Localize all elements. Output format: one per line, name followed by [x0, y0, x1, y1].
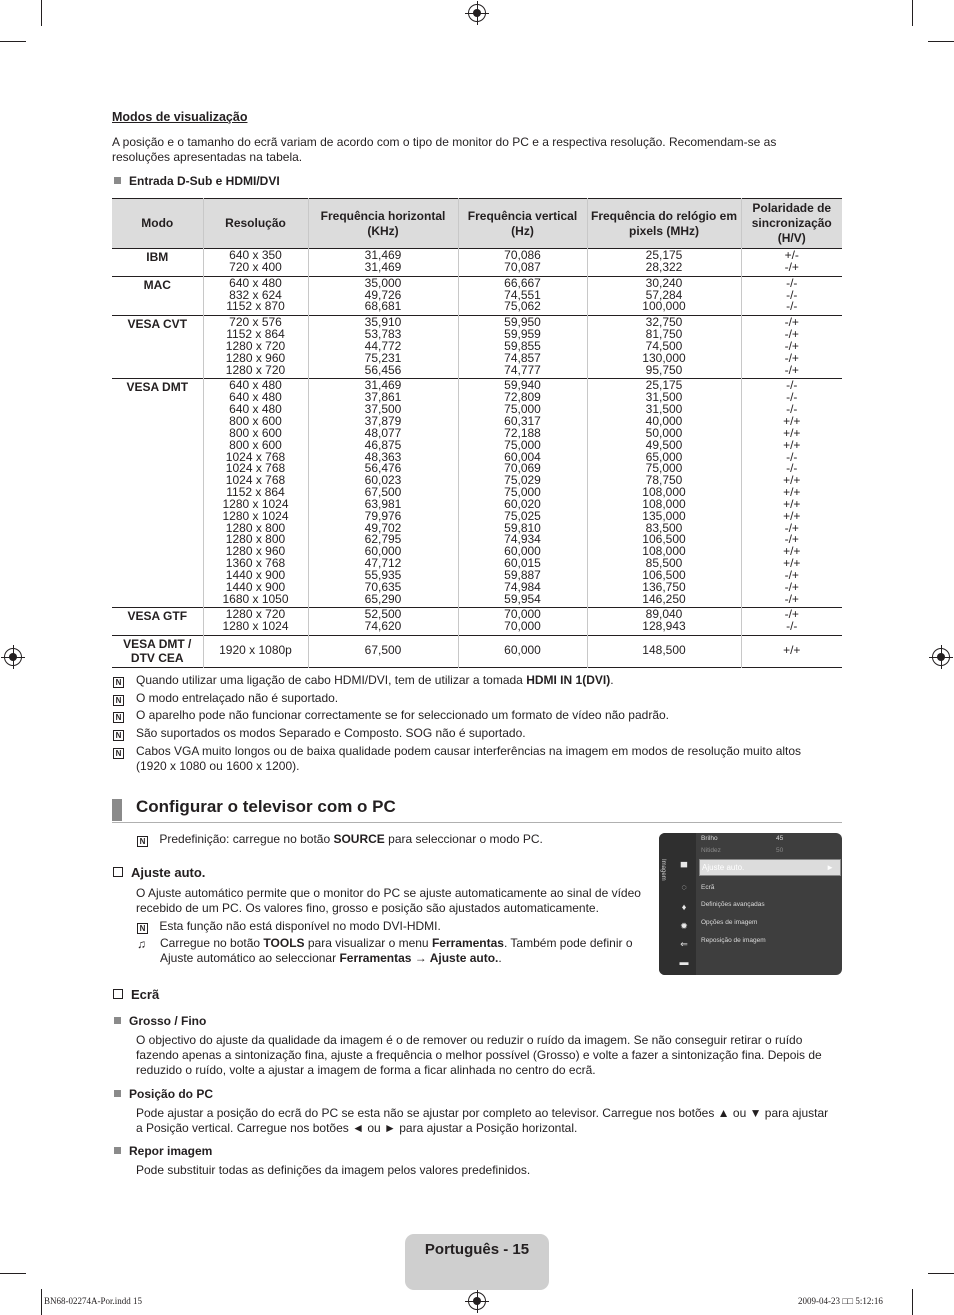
- cell-value: -/+: [784, 532, 799, 547]
- cell-value: 67,500: [364, 643, 402, 658]
- cell-value: +/+: [783, 413, 801, 428]
- osd-value-brilho: 45: [776, 835, 784, 842]
- note-icon: N: [137, 836, 148, 847]
- cell-value: 60,023: [364, 473, 402, 488]
- cell-value: 70,069: [504, 461, 541, 476]
- h-freq-cell: [308, 608, 458, 636]
- cell-value: 47,712: [364, 556, 402, 571]
- v-freq-cell: [458, 608, 587, 636]
- cell-value: +/+: [783, 544, 801, 559]
- osd-side-label: Imagem: [660, 859, 666, 881]
- osd-item: Definições avançadas: [701, 901, 765, 908]
- cell-value: -/-: [786, 619, 798, 634]
- cell-value: 1280 x 720: [225, 338, 286, 353]
- cell-value: 65,290: [364, 591, 402, 606]
- cell-value: +/+: [783, 496, 801, 511]
- cell-value: 74,500: [645, 338, 683, 353]
- tools-tip: ♫ Carregue no botão TOOLS para visualizar o menu Ferramentas. Também pode definir o Ajuste automático ao seleccionar Ferramentas → Ajuste auto..: [137, 936, 633, 965]
- footer-date: 2009-04-23 □□ 5:12:16: [798, 1296, 883, 1306]
- cell-value: 49,702: [364, 520, 402, 535]
- cell-value: 1280 x 1024: [222, 619, 289, 634]
- cell-value: -/-: [786, 402, 798, 417]
- cell-value: 56,456: [364, 362, 402, 377]
- pixel-clock-cell: [587, 379, 741, 608]
- note-icon: N: [113, 712, 124, 723]
- cell-value: -/-: [786, 287, 798, 302]
- cell-value: 1920 x 1080p: [219, 643, 292, 658]
- grosso-title: Grosso / Fino: [114, 1014, 206, 1028]
- crop-mark: [41, 1289, 42, 1315]
- cell-value: 74,934: [504, 532, 541, 547]
- square-bullet-icon: [114, 1147, 121, 1154]
- cell-value: 1152 x 870: [226, 299, 285, 314]
- note-icon: N: [113, 748, 124, 759]
- crop-mark: [928, 1273, 954, 1274]
- cell-value: 75,025: [504, 508, 541, 523]
- h-freq-cell: [308, 379, 458, 608]
- cell-value: 640 x 480: [229, 402, 282, 417]
- picture-icon: ▀: [680, 862, 688, 872]
- cell-value: 75,000: [504, 485, 541, 500]
- polarity-cell: [741, 379, 842, 608]
- cell-value: -/-: [786, 449, 798, 464]
- cell-value: 60,317: [504, 413, 541, 428]
- cell-value: 37,500: [364, 402, 402, 417]
- note-item: N São suportados os modos Separado e Composto. SOG não é suportado.: [113, 726, 124, 741]
- cell-value: 67,500: [364, 485, 402, 500]
- cell-value: 37,879: [364, 413, 402, 428]
- footer-file: BN68-02274A-Por.indd 15: [44, 1296, 143, 1306]
- cell-value: 1024 x 768: [225, 449, 286, 464]
- registration-mark-icon: [468, 4, 486, 22]
- intro-line: resoluções apresentadas na tabela.: [112, 150, 303, 164]
- repor-title: Repor imagem: [114, 1144, 212, 1158]
- cell-value: 74,551: [504, 287, 541, 302]
- cell-value: +/+: [783, 643, 801, 658]
- cell-value: 60,020: [504, 496, 541, 511]
- registration-mark-icon: [468, 1292, 486, 1310]
- v-freq-cell: [458, 316, 587, 379]
- cell-value: 74,984: [504, 579, 541, 594]
- cell-value: 1280 x 720: [225, 607, 286, 622]
- cell-value: 53,783: [364, 327, 402, 342]
- cell-value: 1280 x 960: [225, 544, 286, 559]
- cell-value: 70,087: [504, 259, 541, 274]
- cell-value: 46,875: [364, 437, 402, 452]
- osd-menu-screenshot: [659, 833, 842, 975]
- resolution-cell: [203, 608, 308, 636]
- cell-value: 106,500: [642, 567, 686, 582]
- cell-value: -/+: [784, 591, 799, 606]
- polarity-cell: [741, 608, 842, 636]
- cell-value: 70,000: [504, 607, 541, 622]
- table-row: [112, 276, 842, 316]
- table-row: [112, 636, 842, 668]
- note-item: N O modo entrelaçado não é suportado.: [113, 691, 124, 706]
- cell-value: 44,772: [364, 338, 402, 353]
- cell-value: +/+: [783, 425, 801, 440]
- cell-value: -/+: [784, 327, 799, 342]
- cell-value: 62,795: [364, 532, 402, 547]
- cell-value: 1024 x 768: [225, 461, 286, 476]
- cell-value: 75,231: [364, 350, 402, 365]
- cell-value: +/+: [783, 485, 801, 500]
- cell-value: 640 x 350: [229, 248, 282, 262]
- square-bullet-icon: [114, 1017, 121, 1024]
- cell-value: 800 x 600: [229, 413, 282, 428]
- crop-mark: [912, 0, 913, 26]
- cell-value: -/+: [784, 520, 799, 535]
- input-label: Entrada D-Sub e HDMI/DVI: [114, 174, 280, 188]
- cell-value: -/+: [784, 579, 799, 594]
- cell-value: 146,250: [642, 591, 686, 606]
- cell-value: -/+: [784, 567, 799, 582]
- cell-value: 1280 x 800: [225, 520, 286, 535]
- cell-value: +/+: [783, 473, 801, 488]
- channel-icon: ♦: [681, 902, 687, 912]
- cell-value: 59,887: [504, 567, 541, 582]
- cell-value: 25,175: [645, 378, 683, 393]
- cell-value: 31,500: [645, 402, 683, 417]
- cell-value: 32,750: [645, 315, 683, 330]
- cell-value: 640 x 480: [229, 378, 282, 393]
- osd-item: Ecrã: [701, 884, 715, 891]
- cell-value: 74,777: [504, 362, 541, 377]
- table-header-row: [112, 199, 842, 249]
- cell-value: 59,855: [504, 338, 541, 353]
- resolution-cell: [203, 276, 308, 316]
- cell-value: 68,681: [364, 299, 402, 314]
- cell-value: 66,667: [504, 275, 541, 290]
- h-freq-cell: [308, 276, 458, 316]
- cell-value: 79,976: [364, 508, 402, 523]
- mode-cell: VESA GTF: [112, 608, 203, 636]
- cell-value: 95,750: [645, 362, 683, 377]
- resolution-cell: [203, 316, 308, 379]
- cell-value: 57,284: [645, 287, 683, 302]
- mode-cell: VESA DMT: [112, 379, 203, 608]
- cell-value: 31,469: [364, 378, 402, 393]
- square-bullet-icon: [114, 1090, 121, 1097]
- cell-value: 89,040: [645, 607, 683, 622]
- cell-value: -/-: [786, 390, 798, 405]
- cell-value: 48,363: [364, 449, 402, 464]
- page-number-box: [405, 1234, 549, 1290]
- cell-value: 49,500: [645, 437, 683, 452]
- checkbox-bullet-icon: [113, 989, 123, 999]
- intro-line: A posição e o tamanho do ecrã variam de acordo com o tipo de monitor do PC e a respectiva resolução. Recomendam-se as: [112, 135, 777, 149]
- cell-value: 130,000: [642, 350, 686, 365]
- cell-value: 25,175: [645, 248, 683, 262]
- cell-value: -/+: [784, 315, 799, 330]
- cell-value: -/+: [784, 338, 799, 353]
- cell-value: -/+: [784, 607, 799, 622]
- cell-value: 640 x 480: [229, 390, 282, 405]
- input-icon: ⇐: [680, 939, 688, 949]
- cell-value: +/+: [783, 437, 801, 452]
- cell-value: 1152 x 864: [226, 327, 285, 342]
- column-header: Frequência vertical (Hz): [458, 199, 587, 249]
- v-freq-cell: [458, 379, 587, 608]
- cell-value: -/-: [786, 461, 798, 476]
- cell-value: +/-: [784, 248, 799, 262]
- polarity-cell: [741, 636, 842, 668]
- h-freq-cell: [308, 316, 458, 379]
- cell-value: 75,062: [504, 299, 541, 314]
- column-header: Resolução: [203, 199, 308, 249]
- cell-value: 75,000: [504, 402, 541, 417]
- pixel-clock-cell: [587, 608, 741, 636]
- note-icon: N: [113, 695, 124, 706]
- osd-item: Opções de imagem: [701, 919, 758, 926]
- cell-value: 72,809: [504, 390, 541, 405]
- cell-value: 1280 x 1024: [222, 508, 289, 523]
- mode-cell: MAC: [112, 276, 203, 316]
- h-freq-cell: [308, 249, 458, 277]
- cell-value: 59,940: [504, 378, 541, 393]
- cell-value: 59,810: [504, 520, 541, 535]
- cell-value: -/-: [786, 299, 798, 314]
- cell-value: 56,476: [364, 461, 402, 476]
- mode-cell: VESA DMT / DTV CEA: [112, 636, 203, 668]
- intro-paragraph: [112, 135, 852, 165]
- cell-value: 28,322: [645, 259, 683, 274]
- cell-value: 31,469: [364, 248, 402, 262]
- cell-value: 720 x 400: [229, 259, 282, 274]
- section-title-pc-setup: Configurar o televisor com o PC: [136, 797, 396, 816]
- cell-value: 1024 x 768: [225, 473, 286, 488]
- table-row: [112, 379, 842, 608]
- cell-value: 100,000: [642, 299, 686, 314]
- table-row: [112, 608, 842, 636]
- cell-value: 60,015: [504, 556, 541, 571]
- crop-mark: [928, 41, 954, 42]
- cell-value: 63,981: [364, 496, 402, 511]
- note-icon: N: [113, 730, 124, 741]
- checkbox-bullet-icon: [113, 867, 123, 877]
- polarity-cell: [741, 249, 842, 277]
- ajuste-note: N Esta função não está disponível no modo DVI-HDMI.: [137, 919, 441, 934]
- cell-value: -/+: [784, 259, 799, 274]
- cell-value: 49,726: [364, 287, 402, 302]
- note-item: N Quando utilizar uma ligação de cabo HDMI/DVI, tem de utilizar a tomada HDMI IN 1(DVI).: [113, 673, 124, 688]
- divider: [112, 822, 842, 823]
- subheading-ecra: Ecrã: [113, 987, 159, 1002]
- cell-value: 35,910: [364, 315, 402, 330]
- posicao-title: Posição do PC: [114, 1087, 213, 1101]
- resolution-cell: [203, 636, 308, 668]
- cell-value: 136,750: [642, 579, 686, 594]
- note-icon: N: [113, 677, 124, 688]
- cell-value: 78,750: [645, 473, 683, 488]
- cell-value: -/+: [784, 350, 799, 365]
- cell-value: 72,188: [504, 425, 541, 440]
- mode-cell: VESA CVT: [112, 316, 203, 379]
- support-icon: ▬: [679, 957, 689, 967]
- osd-item-nitidez: Nitidez: [701, 847, 721, 854]
- cell-value: 85,500: [645, 556, 683, 571]
- cell-value: 1280 x 1024: [222, 496, 289, 511]
- cell-value: 48,077: [364, 425, 402, 440]
- subheading-ajuste: Ajuste auto.: [113, 865, 205, 880]
- cell-value: 30,240: [645, 275, 683, 290]
- cell-value: -/+: [784, 362, 799, 377]
- repor-paragraph: Pode substituir todas as definições da imagem pelos valores predefinidos.: [136, 1163, 531, 1177]
- column-header: Modo: [112, 199, 203, 249]
- cell-value: 1360 x 768: [225, 556, 286, 571]
- cell-value: 50,000: [645, 425, 683, 440]
- cell-value: 74,857: [504, 350, 541, 365]
- cell-value: 59,954: [504, 591, 541, 606]
- cell-value: 135,000: [642, 508, 686, 523]
- pixel-clock-cell: [587, 316, 741, 379]
- cell-value: 52,500: [364, 607, 402, 622]
- cell-value: 70,000: [504, 619, 541, 634]
- cell-value: 70,086: [504, 248, 541, 262]
- tools-icon: ♫: [137, 937, 146, 951]
- crop-mark: [41, 0, 42, 26]
- cell-value: 60,000: [364, 544, 402, 559]
- crop-mark: [0, 41, 26, 42]
- polarity-cell: [741, 316, 842, 379]
- cell-value: 37,861: [364, 390, 402, 405]
- cell-value: 106,500: [642, 532, 686, 547]
- cell-value: 31,469: [364, 259, 402, 274]
- pixel-clock-cell: [587, 276, 741, 316]
- osd-value-nitidez: 50: [776, 847, 784, 854]
- cell-value: 74,620: [364, 619, 402, 634]
- sound-icon: ◌: [681, 882, 687, 892]
- cell-value: 81,750: [645, 327, 683, 342]
- resolution-cell: [203, 379, 308, 608]
- cell-value: 31,500: [645, 390, 683, 405]
- registration-mark-icon: [932, 648, 950, 666]
- display-modes-table: [112, 198, 842, 668]
- cell-value: 148,500: [642, 643, 686, 658]
- cell-value: 1280 x 960: [225, 350, 286, 365]
- cell-value: -/-: [786, 275, 798, 290]
- pixel-clock-cell: [587, 249, 741, 277]
- osd-item: Reposição de imagem: [701, 937, 766, 944]
- osd-sidebar: [659, 833, 696, 975]
- cell-value: 1280 x 720: [225, 362, 286, 377]
- cell-value: +/+: [783, 556, 801, 571]
- cell-value: 59,950: [504, 315, 541, 330]
- cell-value: 65,000: [645, 449, 683, 464]
- cell-value: 55,935: [364, 567, 402, 582]
- cell-value: 108,000: [642, 544, 686, 559]
- h-freq-cell: [308, 636, 458, 668]
- cell-value: 800 x 600: [229, 425, 282, 440]
- column-header: Polaridade de sincronização (H/V): [741, 199, 842, 249]
- column-header: Frequência do relógio em pixels (MHz): [587, 199, 741, 249]
- cell-value: 1280 x 800: [225, 532, 286, 547]
- table-row: [112, 316, 842, 379]
- cell-value: 75,000: [645, 461, 683, 476]
- square-bullet-icon: [114, 177, 121, 184]
- cell-value: 70,635: [364, 579, 402, 594]
- cell-value: 1680 x 1050: [222, 591, 289, 606]
- cell-value: 1152 x 864: [226, 485, 285, 500]
- cell-value: 60,004: [504, 449, 541, 464]
- crop-mark: [912, 1289, 913, 1315]
- polarity-cell: [741, 276, 842, 316]
- v-freq-cell: [458, 249, 587, 277]
- v-freq-cell: [458, 276, 587, 316]
- page-label: Português - 15: [424, 1241, 530, 1258]
- cell-value: 60,000: [504, 544, 541, 559]
- setup-icon: ✹: [680, 921, 688, 931]
- pixel-clock-cell: [587, 636, 741, 668]
- cell-value: 800 x 600: [229, 437, 282, 452]
- cell-value: 75,000: [504, 437, 541, 452]
- cell-value: 720 x 576: [229, 315, 282, 330]
- note-item: N O aparelho pode não funcionar correctamente se for seleccionado um formato de vídeo não padrão.: [113, 708, 124, 723]
- cell-value: 128,943: [642, 619, 686, 634]
- cell-value: 108,000: [642, 485, 686, 500]
- cell-value: -/-: [786, 378, 798, 393]
- cell-value: 40,000: [645, 413, 683, 428]
- posicao-paragraph: Pode ajustar a posição do ecrã do PC se esta não se ajustar por completo ao televisor. Carregue nos botões ▲ ou ▼ para ajustar a Posição vertical. Carregue nos botões ◄ ou ► para ajustar a Posição horizontal.: [136, 1106, 829, 1135]
- cell-value: 1440 x 900: [225, 579, 286, 594]
- resolution-cell: [203, 249, 308, 277]
- cell-value: 83,500: [645, 520, 683, 535]
- heading-bar: [112, 799, 122, 821]
- cell-value: 75,029: [504, 473, 541, 488]
- osd-item-brilho: Brilho: [701, 835, 718, 842]
- note-icon: N: [137, 923, 148, 934]
- column-header: Frequência horizontal (KHz): [308, 199, 458, 249]
- arrow-right-icon: ►: [826, 863, 834, 872]
- cell-value: 1440 x 900: [225, 567, 286, 582]
- cell-value: 640 x 480: [229, 275, 282, 290]
- v-freq-cell: [458, 636, 587, 668]
- mode-cell: IBM: [112, 249, 203, 277]
- cell-value: 59,959: [504, 327, 541, 342]
- table-row: [112, 249, 842, 277]
- osd-selected-item: Ajuste auto. ►: [699, 859, 841, 876]
- preset-note: N Predefinição: carregue no botão SOURCE para seleccionar o modo PC.: [137, 832, 543, 847]
- crop-mark: [0, 1273, 26, 1274]
- grosso-paragraph: O objectivo do ajuste da qualidade da imagem é o de remover ou reduzir o ruído da imagem. Se não conseguir retirar o ruído fazendo apenas a sintonização fina, ajuste a frequência o melhor possível (Grosso) e volte a fazer a sintonização fina. Depois de reduzido o ruído, volte a ajustar a imagem de forma a ficar alinhada no centro do ecrã.: [136, 1033, 822, 1077]
- section-title-display-modes: Modos de visualização: [112, 110, 248, 124]
- cell-value: 108,000: [642, 496, 686, 511]
- note-item: N Cabos VGA muito longos ou de baixa qualidade podem causar interferências na imagem em modos de resolução muito altos (1920 x 1080 ou 1600 x 1200).: [113, 744, 124, 759]
- registration-mark-icon: [4, 648, 22, 666]
- cell-value: 832 x 624: [229, 287, 282, 302]
- cell-value: +/+: [783, 508, 801, 523]
- cell-value: 35,000: [364, 275, 402, 290]
- cell-value: 60,000: [504, 643, 541, 658]
- ajuste-paragraph: O Ajuste automático permite que o monitor do PC se ajuste automaticamente ao sinal de vídeo recebido de um PC. Os valores fino, grosso e posição são ajustados automaticamente.: [136, 886, 641, 915]
